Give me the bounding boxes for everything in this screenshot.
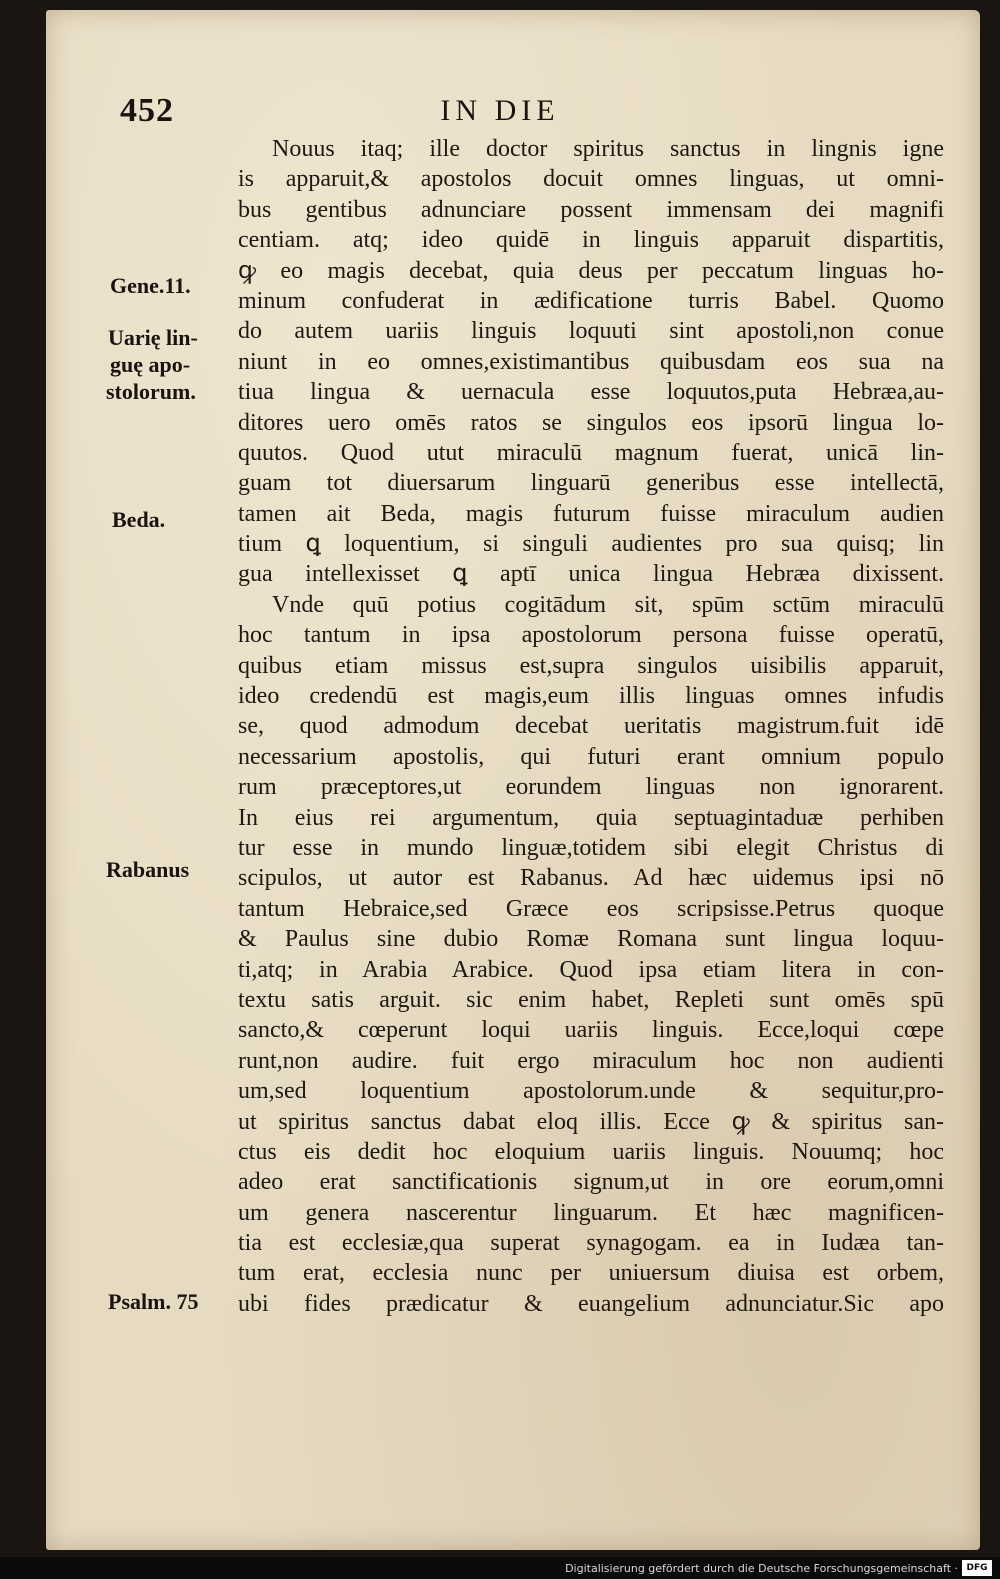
text-line: um,sed loquentium apostolorum.unde & sequitur,pro- — [238, 1078, 944, 1105]
dfg-logo-icon: DFG — [962, 1560, 992, 1576]
text-line: tum erat, ecclesia nunc per uniuersum diuisa est orbem, — [238, 1260, 944, 1287]
margin-note-uarie: Uarię lin- — [108, 325, 198, 350]
text-line: bus gentibus adnunciare possent immensam dei magnifi — [238, 196, 944, 223]
text-line: gua intellexisset ꝗ aptī unica lingua Hebræa dixissent. — [238, 561, 944, 588]
text-line: niunt in eo omnes,existimantibus quibusdam eos sua na — [238, 348, 944, 375]
digitization-credit: Digitalisierung gefördert durch die Deutsche Forschungsgemeinschaft · — [565, 1562, 958, 1575]
text-line: se, quod admodum decebat ueritatis magistrum.fuit idē — [238, 713, 944, 740]
margin-note-psalm: Psalm. 75 — [108, 1289, 199, 1314]
text-line: um genera nascerentur linguarum. Et hæc magnificen- — [238, 1199, 944, 1226]
text-line: In eius rei argumentum, quia septuagintaduæ perhiben — [238, 804, 944, 831]
text-line: ditores uero omēs ratos se singulos eos ipsorū lingua lo- — [238, 409, 944, 436]
text-line: textu satis arguit. sic enim habet, Repleti sunt omēs spū — [238, 986, 944, 1013]
text-line: do autem uariis linguis loquuti sint apostoli,non conue — [238, 318, 944, 345]
text-line: tia est ecclesiæ,qua superat synagogam. ea in Iudæa tan- — [238, 1230, 944, 1257]
text-line: tamen ait Beda, magis futurum fuisse miraculum audien — [238, 500, 944, 527]
margin-note-stolorum: stolorum. — [106, 379, 196, 404]
text-line: tantum Hebraice,sed Græce eos scripsisse.Petrus quoque — [238, 895, 944, 922]
text-line: hoc tantum in ipsa apostolorum persona fuisse operatū, — [238, 622, 944, 649]
text-line: minum confuderat in ædificatione turris Babel. Quomo — [238, 287, 944, 314]
text-line: Nouus itaq; ille doctor spiritus sanctus in lingnis igne — [272, 136, 944, 162]
text-line: Vnde quū potius cogitādum sit, spūm sctūm miraculū — [272, 591, 944, 618]
text-line: adeo erat sanctificationis signum,ut in ore eorum,omni — [238, 1169, 944, 1196]
text-line: rum præceptores,ut eorundem linguas non ignorarent. — [238, 774, 944, 801]
running-head: IN DIE — [440, 94, 560, 127]
text-line: centiam. atq; ideo quidē in linguis apparuit dispartitis, — [238, 227, 944, 254]
page-number: 452 — [120, 92, 174, 129]
text-line: ꝙ eo magis decebat, quia deus per peccatum linguas ho- — [238, 257, 944, 284]
text-line: ctus eis dedit hoc eloquium uariis linguis. Nouumq; hoc — [238, 1138, 944, 1165]
text-line: ut spiritus sanctus dabat eloq illis. Ecce ꝙ & spiritus san- — [238, 1108, 944, 1135]
text-line: ideo credendū est magis,eum illis linguas omnes infudis — [238, 683, 944, 710]
margin-note-rabanus: Rabanus — [106, 857, 190, 882]
text-line: sancto,& cœperunt loqui uariis linguis. Ecce,loqui cœpe — [238, 1017, 944, 1044]
text-line: tium ꝗ loquentium, si singuli audientes pro sua quisq; lin — [238, 531, 944, 558]
text-line: ti,atq; in Arabia Arabice. Quod ipsa etiam litera in con- — [238, 956, 944, 983]
body-text — [238, 134, 944, 1319]
text-line: is apparuit,& apostolos docuit omnes linguas, ut omni- — [238, 166, 944, 193]
text-line: scipulos, ut autor est Rabanus. Ad hæc uidemus ipsi nō — [238, 865, 944, 892]
text-line: & Paulus sine dubio Romæ Romana sunt lingua loquu- — [238, 926, 944, 953]
text-line: tur esse in mundo linguæ,totidem sibi elegit Christus di — [238, 834, 944, 861]
text-line: runt,non audire. fuit ergo miraculum hoc non audienti — [238, 1047, 944, 1074]
text-line: tiua lingua & uernacula esse loquutos,puta Hebræa,au- — [238, 379, 944, 406]
margin-note-gue: guę apo- — [110, 352, 191, 377]
footer-band — [0, 1557, 1000, 1579]
text-line: ubi fides prædicatur & euangelium adnunciatur.Sic apo — [238, 1290, 944, 1317]
margin-note-gene: Gene.11. — [110, 273, 191, 298]
text-line: necessarium apostolis, qui futuri erant omnium populo — [238, 743, 944, 770]
margin-note-beda: Beda. — [112, 507, 166, 532]
text-line: quutos. Quod utut miraculū magnum fuerat, unicā lin- — [238, 439, 944, 466]
text-line: quibus etiam missus est,supra singulos uisibilis apparuit, — [238, 652, 944, 679]
text-line: guam tot diuersarum linguarū generibus esse intellectā, — [238, 470, 944, 497]
